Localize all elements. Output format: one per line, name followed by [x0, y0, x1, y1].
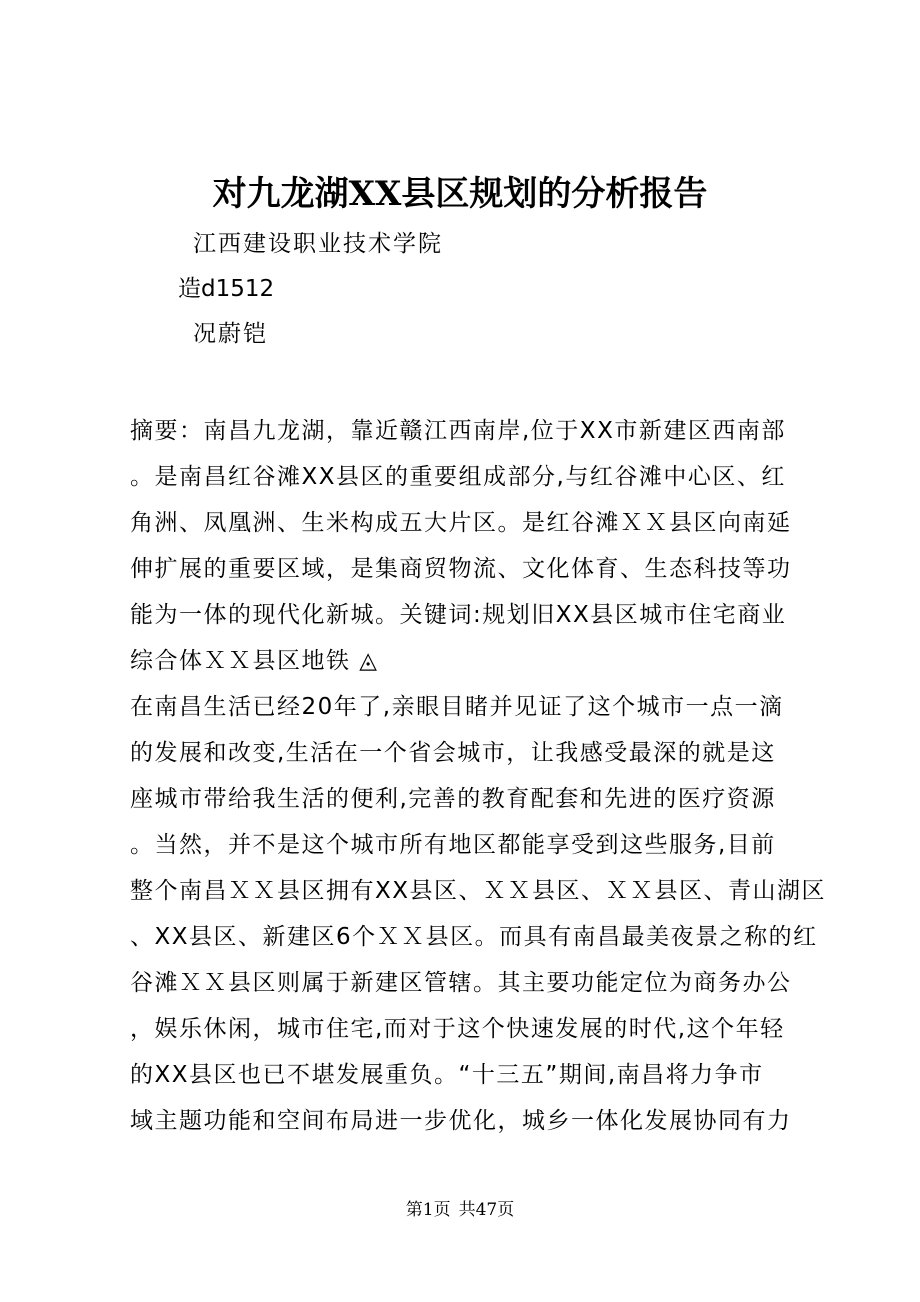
body-line: 。是南昌红谷滩XX县区的重要组成部分,与红谷滩中心区、红: [130, 464, 786, 490]
body-line: 在南昌生活已经20年了,亲眼目睹并见证了这个城市一点一滴: [130, 694, 784, 720]
body-line: 谷滩ＸＸ县区则属于新建区管辖。其主要功能定位为商务办公: [130, 970, 792, 996]
page-number: 第1页: [405, 1200, 451, 1220]
body-line: 。当然，并不是这个城市所有地区都能享受到这些服务,目前: [130, 832, 776, 858]
body-line: 伸扩展的重要区域，是集商贸物流、文化体育、生态科技等功: [130, 556, 792, 582]
body-line: 域主题功能和空间布局进一步优化，城乡一体化发展协同有力: [130, 1108, 792, 1134]
page-total: 共47页: [458, 1200, 515, 1220]
class-code: 造d1512: [178, 276, 275, 302]
body-line: ，娱乐休闲，城市住宅,而对于这个快速发展的时代,这个年轻: [130, 1016, 785, 1042]
body-line: 座城市带给我生活的便利,完善的教育配套和先进的医疗资源: [130, 786, 776, 812]
page-footer: [0, 1198, 920, 1222]
body-line: 摘要：南昌九龙湖，靠近赣江西南岸,位于XX市新建区西南部: [130, 418, 786, 444]
author-name: 况蔚铠: [193, 321, 268, 347]
body-line: 综合体ＸＸ县区地铁 ◬: [130, 648, 379, 674]
document-title: 对九龙湖XX县区规划的分析报告: [212, 174, 708, 214]
body-line: 的发展和改变,生活在一个省会城市，让我感受最深的就是这: [130, 740, 776, 766]
body-line: 角洲、凤凰洲、生米构成五大片区。是红谷滩ＸＸ县区向南延: [130, 510, 792, 536]
body-line: 的XX县区也已不堪发展重负。“十三五”期间,南昌将力争市: [130, 1062, 764, 1088]
body-line: 整个南昌ＸＸ县区拥有XX县区、ＸＸ县区、ＸＸ县区、青山湖区: [130, 878, 827, 904]
body-text: [130, 408, 827, 1144]
body-line: 、XX县区、新建区6个ＸＸ县区。而具有南昌最美夜景之称的红: [130, 924, 818, 950]
school-name: 江西建设职业技术学院: [193, 231, 443, 257]
body-line: 能为一体的现代化新城。关键词:规划旧XX县区城市住宅商业: [130, 602, 787, 628]
